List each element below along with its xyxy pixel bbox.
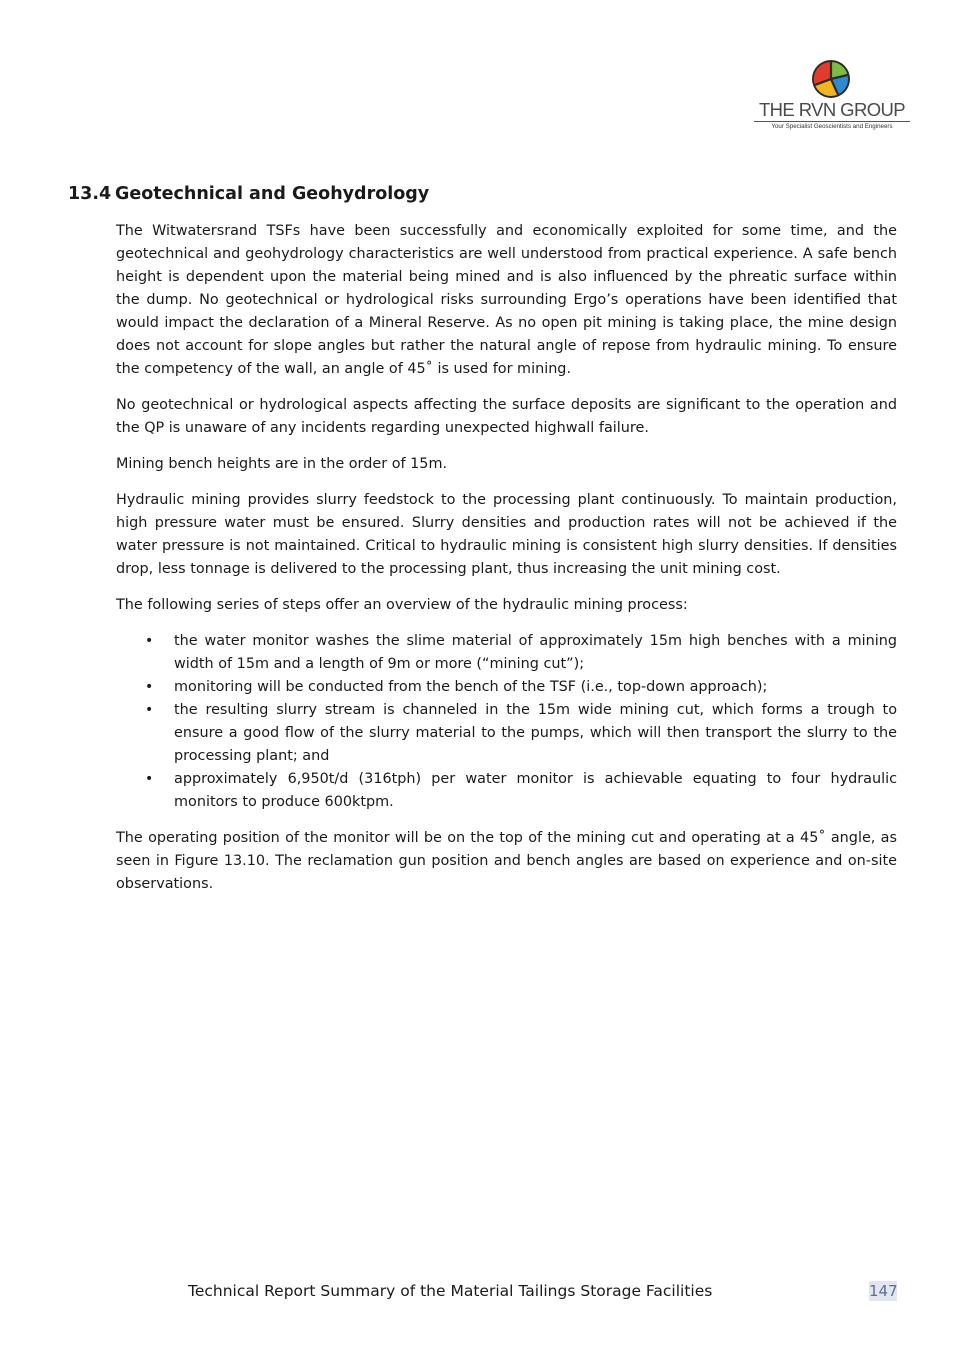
page-footer — [0, 1279, 966, 1303]
logo-tagline: Your Specialist Geoscientists and Engineers — [771, 123, 893, 130]
list-item — [116, 676, 897, 699]
logo-wheel-icon — [810, 58, 852, 100]
bullet-icon: • — [145, 633, 154, 649]
list-item-text: the water monitor washes the slime material of approximately 15m high benches with a mining width of 15m and a length of 9m or more (“mining cut”); — [174, 633, 897, 672]
footer-title: Technical Report Summary of the Material Tailings Storage Facilities — [188, 1282, 713, 1300]
section-title: Geotechnical and Geohydrology — [115, 184, 430, 204]
section-number: 13.4 — [68, 184, 112, 204]
paragraph: No geotechnical or hydrological aspects affecting the surface deposits are significant to the operation and the QP is unaware of any incidents regarding unexpected highwall failure. — [116, 397, 897, 436]
page-number: 147 — [869, 1282, 898, 1300]
paragraph: Hydraulic mining provides slurry feedstock to the processing plant continuously. To maintain production, high pressure water must be ensured. Slurry densities and production rates will not be achieved if the water pressure is not maintained. Critical to hydraulic mining is consistent high slurry densities. If densities drop, less tonnage is delivered to the processing plant, thus increasing the unit mining cost. — [116, 492, 897, 577]
paragraph: The Witwatersrand TSFs have been successfully and economically exploited for some time, and the geotechnical and geohydrology characteristics are well understood from practical experience. A safe bench height is dependent upon the material being mined and is also influenced by the phreatic surface within the dump. No geotechnical or hydrological risks surrounding Ergo’s operations have been identified that would impact the declaration of a Mineral Reserve. As no open pit mining is taking place, the mine design does not account for slope angles but rather the natural angle of repose from hydraulic mining. To ensure the competency of the wall, an angle of 45˚ is used for mining. — [116, 223, 897, 377]
bullet-icon: • — [145, 771, 154, 787]
process-steps-list — [116, 630, 897, 814]
paragraph: The following series of steps offer an overview of the hydraulic mining process: — [116, 597, 688, 613]
list-item — [116, 630, 897, 676]
company-logo — [752, 58, 912, 134]
paragraph: Mining bench heights are in the order of 15m. — [116, 456, 448, 472]
section-heading — [68, 182, 429, 206]
bullet-icon: • — [145, 679, 154, 695]
logo-name: THE RVN GROUP — [758, 99, 906, 120]
list-item-text: approximately 6,950t/d (316tph) per water monitor is achievable equating to four hydraulic monitors to produce 600ktpm. — [174, 771, 897, 810]
list-item — [116, 699, 897, 768]
logo-divider — [754, 121, 910, 122]
list-item-text: the resulting slurry stream is channeled in the 15m wide mining cut, which forms a trough to ensure a good flow of the slurry material to the pumps, which will then transport the slurry to the processing plant; and — [174, 702, 897, 764]
closing-paragraph: The operating position of the monitor will be on the top of the mining cut and operating at a 45˚ angle, as seen in Figure 13.10. The reclamation gun position and bench angles are based on experience and on-site observations. — [116, 830, 897, 892]
bullet-icon: • — [145, 702, 154, 718]
list-item — [116, 768, 897, 814]
body-content — [116, 220, 897, 909]
list-item-text: monitoring will be conducted from the bench of the TSF (i.e., top-down approach); — [174, 679, 768, 695]
